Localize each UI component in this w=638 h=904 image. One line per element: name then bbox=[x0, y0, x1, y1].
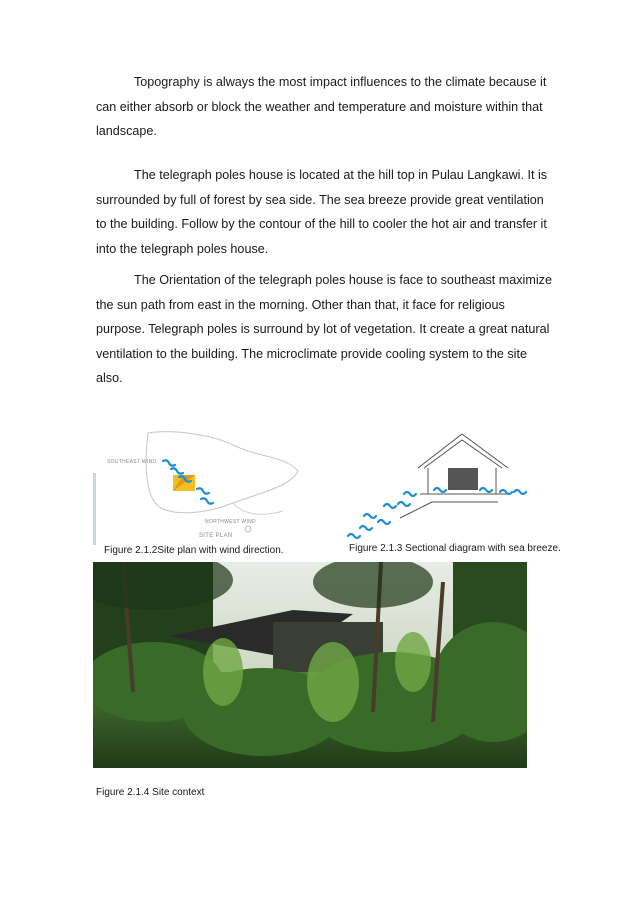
figure-caption-site-context: Figure 2.1.4 Site context bbox=[96, 787, 205, 798]
figure-caption-site-plan: Figure 2.1.2Site plan with wind direction. bbox=[104, 545, 284, 556]
paragraph-body: It is surrounded by full of forest by sea side. The sea breeze provide great ventilation to the building. Follow by the contour of the hill to cooler the hot air and transfer it into the telegraph poles house. bbox=[96, 168, 548, 256]
paragraph-first-line: Topography is always the most impact influences to the climate bbox=[134, 75, 486, 89]
north-arrow-icon bbox=[245, 526, 251, 532]
section-drawing bbox=[340, 432, 535, 548]
southeast-wind-label: SOUTHEAST WIND bbox=[107, 459, 157, 465]
wind-arrows-northwest bbox=[197, 488, 213, 503]
paragraph-orientation bbox=[96, 268, 556, 391]
paragraph-first-line: The Orientation of the telegraph poles house is face to southeast bbox=[134, 273, 496, 287]
site-plan-title: SITE PLAN bbox=[199, 533, 233, 539]
paragraph-body: because it can either absorb or block the weather and temperature and moisture within that landscape. bbox=[96, 75, 547, 138]
sea-breeze-arrows bbox=[348, 488, 526, 538]
section-figure bbox=[340, 432, 535, 548]
paragraph-location bbox=[96, 163, 556, 261]
site-plan-drawing bbox=[93, 425, 330, 545]
site-plan-figure bbox=[93, 425, 330, 545]
forest-photo-illustration bbox=[93, 562, 527, 768]
paragraph-topography bbox=[96, 70, 556, 144]
northwest-wind-label: NORTHWEST WIND bbox=[205, 519, 256, 525]
figure-caption-section: Figure 2.1.3 Sectional diagram with sea breeze. bbox=[349, 543, 561, 554]
paragraph-body: maximize the sun path from east in the morning. Other than that, it face for religious purpose. Telegraph poles is surround by lot of vegetation. It create a great natural ventilation to the building. The microclimate provide cooling system to the site also. bbox=[96, 273, 552, 385]
site-context-photo bbox=[93, 562, 527, 768]
building-core bbox=[448, 468, 478, 490]
paragraph-first-line: The telegraph poles house is located at the hill top in Pulau Langkawi. bbox=[134, 168, 524, 182]
